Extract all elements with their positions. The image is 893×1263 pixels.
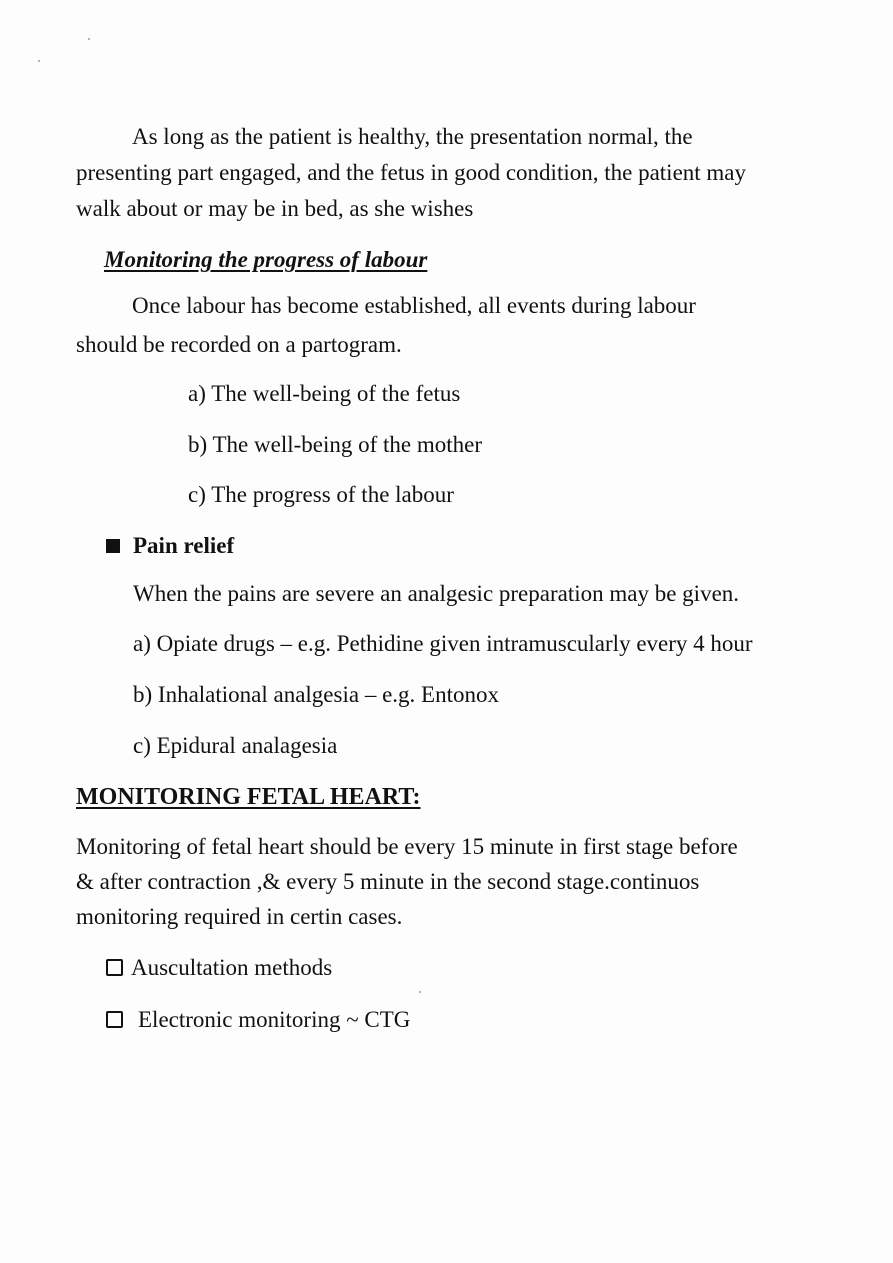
progress-para-line-2: should be recorded on a partogram. <box>76 332 402 357</box>
fetal-para-line-1: Monitoring of fetal heart should be every 15 minute in first stage before <box>76 834 738 859</box>
intro-line-1: As long as the patient is healthy, the presentation normal, the <box>132 124 693 149</box>
scan-speck <box>419 991 421 993</box>
pain-relief-heading: Pain relief <box>133 533 235 558</box>
checkbox-square-icon <box>106 959 123 976</box>
pain-item-opiate: a) Opiate drugs – e.g. Pethidine given intramuscularly every 4 hour <box>133 631 753 656</box>
intro-line-2: presenting part engaged, and the fetus in good condition, the patient may <box>76 160 747 185</box>
fetal-para-line-2: & after contraction ,& every 5 minute in the second stage.continuos <box>76 869 700 894</box>
progress-item-labour: c) The progress of the labour <box>188 482 454 507</box>
pain-intro: When the pains are severe an analgesic preparation may be given. <box>133 581 740 606</box>
pain-item-epidural: c) Epidural analagesia <box>133 733 338 758</box>
progress-item-mother: b) The well-being of the mother <box>188 432 483 457</box>
fetal-item-auscultation: Auscultation methods <box>131 955 333 980</box>
fetal-item-electronic: Electronic monitoring ~ CTG <box>138 1007 411 1032</box>
intro-line-3: walk about or may be in bed, as she wishes <box>76 196 474 221</box>
progress-para-line-1: Once labour has become established, all events during labour <box>132 293 696 318</box>
pain-item-inhalational: b) Inhalational analgesia – e.g. Entonox <box>133 682 499 707</box>
progress-heading: Monitoring the progress of labour <box>104 247 428 272</box>
scan-speck <box>38 60 40 62</box>
filled-square-bullet-icon <box>106 539 120 553</box>
fetal-para-line-3: monitoring required in certin cases. <box>76 904 403 929</box>
progress-item-fetus: a) The well-being of the fetus <box>188 381 461 406</box>
fetal-heart-heading: MONITORING FETAL HEART: <box>76 784 421 810</box>
scan-speck <box>88 38 90 40</box>
checkbox-square-icon <box>106 1011 123 1028</box>
